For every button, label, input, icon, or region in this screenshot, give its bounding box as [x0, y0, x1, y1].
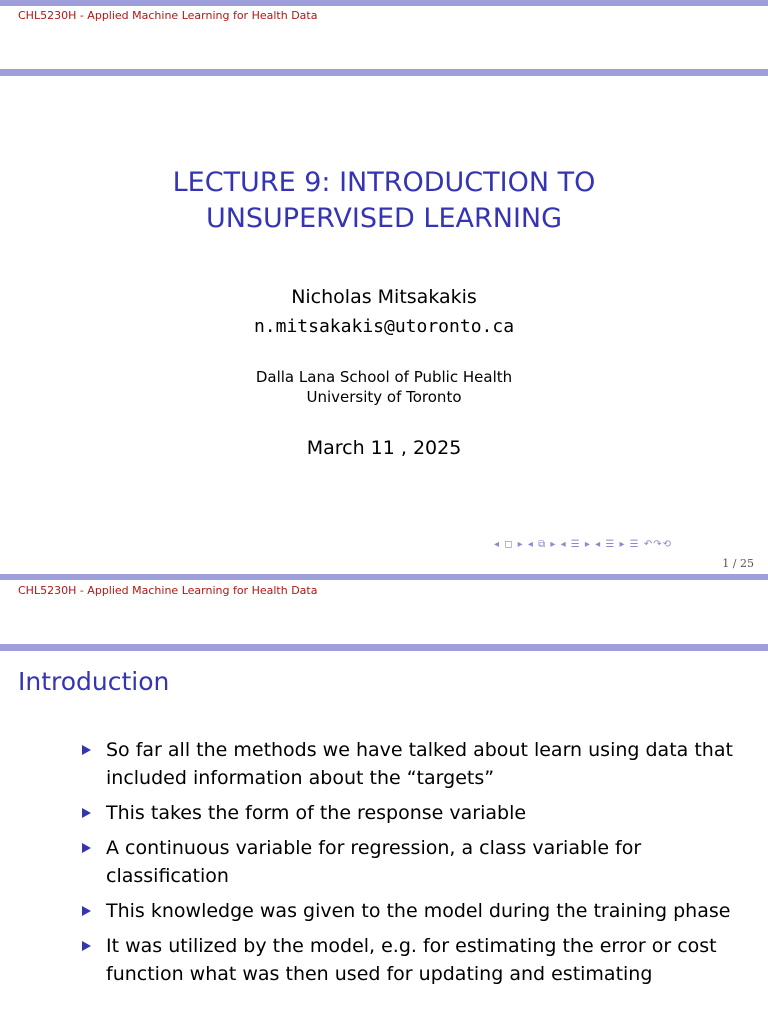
frame-title: Introduction: [18, 667, 170, 696]
top-header-bar: [0, 0, 768, 6]
author-name: Nicholas Mitsakakis: [291, 286, 477, 308]
beamer-navigation-icons[interactable]: ◂ ◻ ▸ ◂ ⧉ ▸ ◂ ☰ ▸ ◂ ☰ ▸ ☰ ↶↷⟲: [494, 539, 672, 550]
lecture-date: March 11 , 2025: [306, 437, 462, 459]
triangle-bullet-icon: [82, 843, 91, 853]
triangle-bullet-icon: [82, 745, 91, 755]
slide-separator-bar: [0, 574, 768, 580]
list-item: A continuous variable for regression, a class variable for classification: [80, 834, 740, 890]
bullet-list: [80, 736, 740, 995]
header-divider-bar: [0, 69, 768, 76]
page-number: 1 / 25: [722, 557, 754, 570]
list-item: It was utilized by the model, e.g. for estimating the error or cost function what was then used for updating and estimating: [80, 932, 740, 988]
title-line-2: UNSUPERVISED LEARNING: [205, 203, 563, 234]
triangle-bullet-icon: [82, 906, 91, 916]
triangle-bullet-icon: [82, 808, 91, 818]
list-item: This takes the form of the response variable: [80, 799, 740, 827]
author-email: n.mitsakakis@utoronto.ca: [253, 316, 515, 337]
institution-line-2: University of Toronto: [306, 388, 462, 406]
institution-line-1: Dalla Lana School of Public Health: [255, 368, 513, 386]
title-line-1: LECTURE 9: INTRODUCTION TO: [172, 167, 596, 198]
institution: [0, 367, 768, 407]
triangle-bullet-icon: [82, 941, 91, 951]
header-divider-bar-2: [0, 644, 768, 651]
course-header-2: CHL5230H - Applied Machine Learning for Health Data: [18, 584, 318, 597]
list-item: So far all the methods we have talked about learn using data that included information about the “targets”: [80, 736, 740, 792]
list-item: This knowledge was given to the model during the training phase: [80, 897, 740, 925]
lecture-title: [0, 165, 768, 237]
course-header: CHL5230H - Applied Machine Learning for Health Data: [18, 9, 318, 22]
